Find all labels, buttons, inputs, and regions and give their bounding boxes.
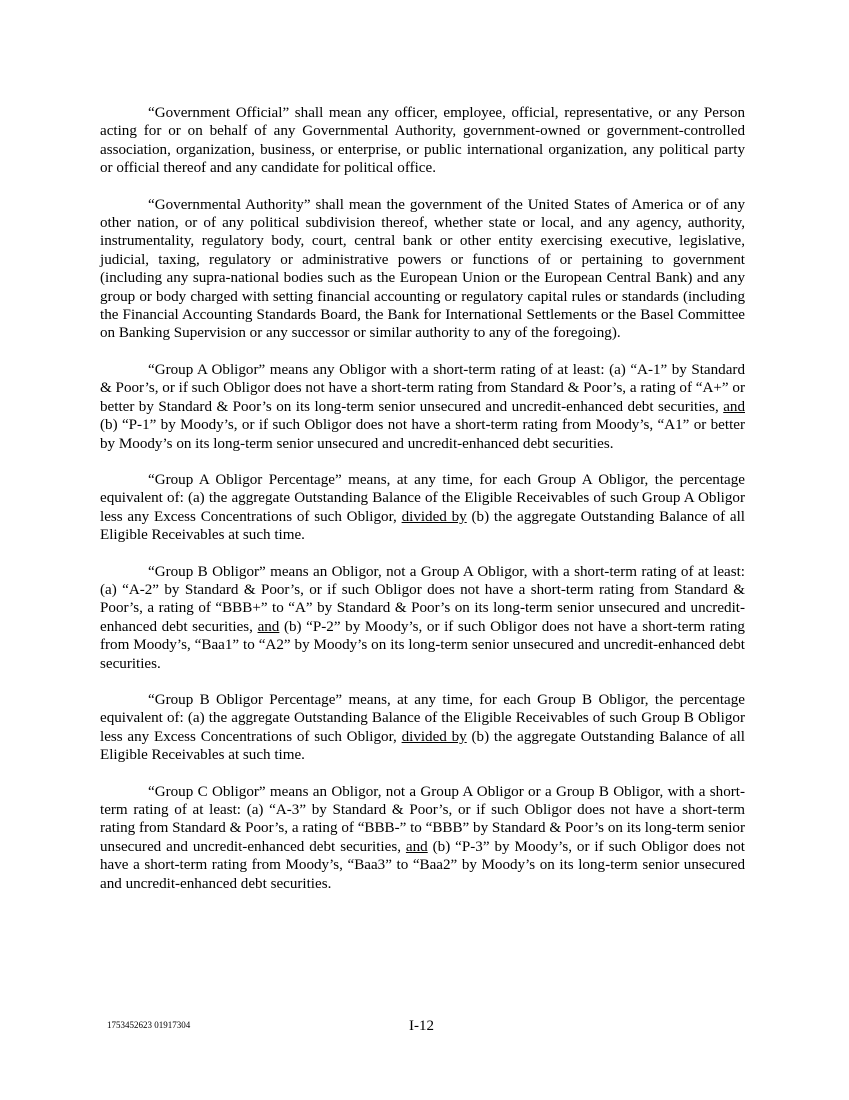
paragraph-text: “Government Official” shall mean any officer, employee, official, representative, or any Person acting for or on behalf of any Governmental Authority, government-owned or government-controlled association, organization, business, or enterprise, or public international organization, any political party or official thereof and any candidate for political office. xyxy=(100,105,745,177)
paragraph-text: (b) the aggregate Outstanding Balance of all Eligible Receivables at such time. xyxy=(100,508,745,544)
definition-group-b-obligor xyxy=(100,563,745,673)
paragraph-text: “Group A Obligor” means any Obligor with a short-term rating of at least: (a) “A-1” by Standard & Poor’s, or if such Obligor does not have a short-term rating from Standard & Poor’s, a rating of “A+” or better by Standard & Poor’s on its long-term senior unsecured and uncredit-enhanced debt securities, xyxy=(100,361,745,415)
underlined-term: and xyxy=(723,398,745,415)
underlined-term: and xyxy=(405,838,428,855)
paragraph-text: (b) “P-1” by Moody’s, or if such Obligor does not have a short-term rating from Moody’s, “A1” or better by Moody’s on its long-term senior unsecured and uncredit-enhanced debt securities. xyxy=(100,417,745,452)
paragraph-text: (b) “P-3” by Moody’s, or if such Obligor does not have a short-term rating from Moody’s, “Baa3” to “Baa2” by Moody’s on its long-term senior unsecured and uncredit-enhanced debt securities. xyxy=(100,838,745,892)
definition-group-c-obligor xyxy=(100,783,745,893)
definition-governmental-authority xyxy=(100,196,745,343)
definition-group-a-obligor-percentage xyxy=(100,471,745,545)
definition-group-a-obligor xyxy=(100,361,745,453)
underlined-term: divided by xyxy=(401,508,467,525)
paragraph-text: “Group B Obligor Percentage” means, at any time, for each Group B Obligor, the percentage equivalent of: (a) the aggregate Outstanding Balance of the Eligible Receivables of such Group B Obligor less any Excess Concentrations of such Obligor, xyxy=(100,691,745,745)
paragraph-text: “Group C Obligor” means an Obligor, not a Group A Obligor or a Group B Obligor, with a short-term rating of at least: (a) “A-3” by Standard & Poor’s, or if such Obligor does not have a short-term rating from Standard & Poor’s, a rating of “BBB-” to “BBB” by Standard & Poor’s on its long-term senior unsecured and uncredit-enhanced debt securities, xyxy=(100,783,745,855)
footer-document-id: 1753452623 01917304 xyxy=(107,1020,191,1030)
paragraph-text: “Group B Obligor” means an Obligor, not a Group A Obligor, with a short-term rating of at least: (a) “A-2” by Standard & Poor’s, or if such Obligor does not have a short-term rating from Standard & Poor’s, a rating of “BBB+” to “A” by Standard & Poor’s on its long-term senior unsecured and uncredit-enhanced debt securities, xyxy=(100,563,745,635)
underlined-term: and xyxy=(257,618,280,635)
footer-page-number: I-12 xyxy=(409,1018,434,1034)
paragraph-text: (b) the aggregate Outstanding Balance of all Eligible Receivables at such time. xyxy=(100,728,745,764)
paragraph-text: (b) “P-2” by Moody’s, or if such Obligor does not have a short-term rating from Moody’s, “Baa1” to “A2” by Moody’s on its long-term senior unsecured and uncredit-enhanced debt securities. xyxy=(100,618,745,672)
paragraph-text: “Governmental Authority” shall mean the government of the United States of America or of any other nation, or of any political subdivision thereof, whether state or local, and any agency, authority, instrumentality, regulatory body, court, central bank or other entity exercising executive, legislative, judicial, taxing, regulatory or administrative powers or functions of or pertaining to government (including any supra-national bodies such as the European Union or the European Central Bank) and any group or body charged with setting financial accounting or regulatory capital rules or standards (including the Financial Accounting Standards Board, the Bank for International Settlements or the Basel Committee on Banking Supervision or any successor or similar authority to any of the foregoing). xyxy=(100,196,745,342)
paragraph-text: “Group A Obligor Percentage” means, at any time, for each Group A Obligor, the percentage equivalent of: (a) the aggregate Outstanding Balance of the Eligible Receivables of such Group A Obligor less any Excess Concentrations of such Obligor, xyxy=(100,471,745,525)
definition-group-b-obligor-percentage xyxy=(100,691,745,765)
underlined-term: divided by xyxy=(401,728,467,745)
document-body xyxy=(100,104,745,911)
definition-government-official xyxy=(100,104,745,178)
